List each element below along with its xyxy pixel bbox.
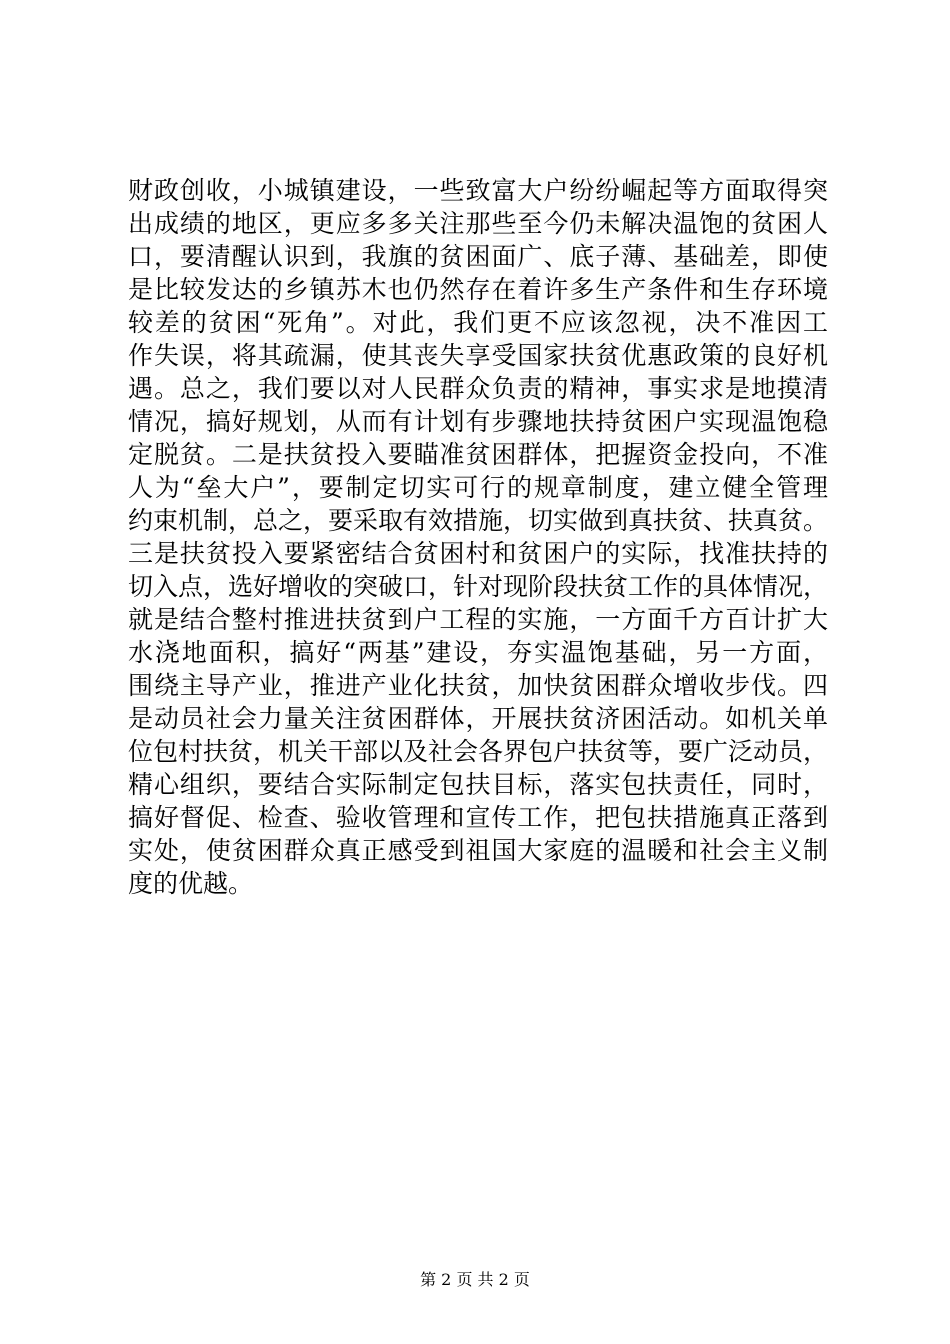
text-line: 较差的贫困“死角”。对此，我们更不应该忽视，决不准因工 bbox=[128, 308, 828, 337]
text-line: 就是结合整村推进扶贫到户工程的实施，一方面千方百计扩大 bbox=[128, 605, 828, 634]
text-line: 实处，使贫困群众真正感受到祖国大家庭的温暖和社会主义制 bbox=[128, 836, 828, 865]
body-paragraph bbox=[128, 174, 828, 900]
text-line: 口，要清醒认识到，我旗的贫困面广、底子薄、基础差，即使 bbox=[128, 242, 828, 271]
text-line: 人为“垒大户”，要制定切实可行的规章制度，建立健全管理 bbox=[128, 473, 828, 502]
text-line: 定脱贫。二是扶贫投入要瞄准贫困群体，把握资金投向，不准 bbox=[128, 440, 828, 469]
text-line: 水浇地面积，搞好“两基”建设，夯实温饱基础，另一方面， bbox=[128, 638, 828, 667]
text-line: 遇。总之，我们要以对人民群众负责的精神，事实求是地摸清 bbox=[128, 374, 828, 403]
text-line: 三是扶贫投入要紧密结合贫困村和贫困户的实际，找准扶持的 bbox=[128, 539, 828, 568]
text-line: 位包村扶贫，机关干部以及社会各界包户扶贫等，要广泛动员， bbox=[128, 737, 829, 766]
text-line: 度的优越。 bbox=[128, 869, 254, 898]
text-line: 作失误，将其疏漏，使其丧失享受国家扶贫优惠政策的良好机 bbox=[128, 341, 828, 370]
text-line: 约束机制，总之，要采取有效措施，切实做到真扶贫、扶真贫。 bbox=[128, 506, 829, 535]
text-line: 出成绩的地区，更应多多关注那些至今仍未解决温饱的贫困人 bbox=[128, 209, 828, 238]
text-line: 是动员社会力量关注贫困群体，开展扶贫济困活动。如机关单 bbox=[128, 704, 828, 733]
text-line: 搞好督促、检查、验收管理和宣传工作，把包扶措施真正落到 bbox=[128, 803, 828, 832]
text-line: 是比较发达的乡镇苏木也仍然存在着许多生产条件和生存环境 bbox=[128, 275, 828, 304]
text-line: 切入点，选好增收的突破口，针对现阶段扶贫工作的具体情况， bbox=[128, 572, 829, 601]
text-line: 财政创收，小城镇建设，一些致富大户纷纷崛起等方面取得突 bbox=[128, 176, 828, 205]
text-line: 精心组织，要结合实际制定包扶目标，落实包扶责任，同时， bbox=[128, 770, 828, 799]
text-line: 情况，搞好规划，从而有计划有步骤地扶持贫困户实现温饱稳 bbox=[128, 407, 828, 436]
page-number-footer: 第 2 页 共 2 页 bbox=[420, 1270, 530, 1289]
text-line: 围绕主导产业，推进产业化扶贫，加快贫困群众增收步伐。四 bbox=[128, 671, 828, 700]
